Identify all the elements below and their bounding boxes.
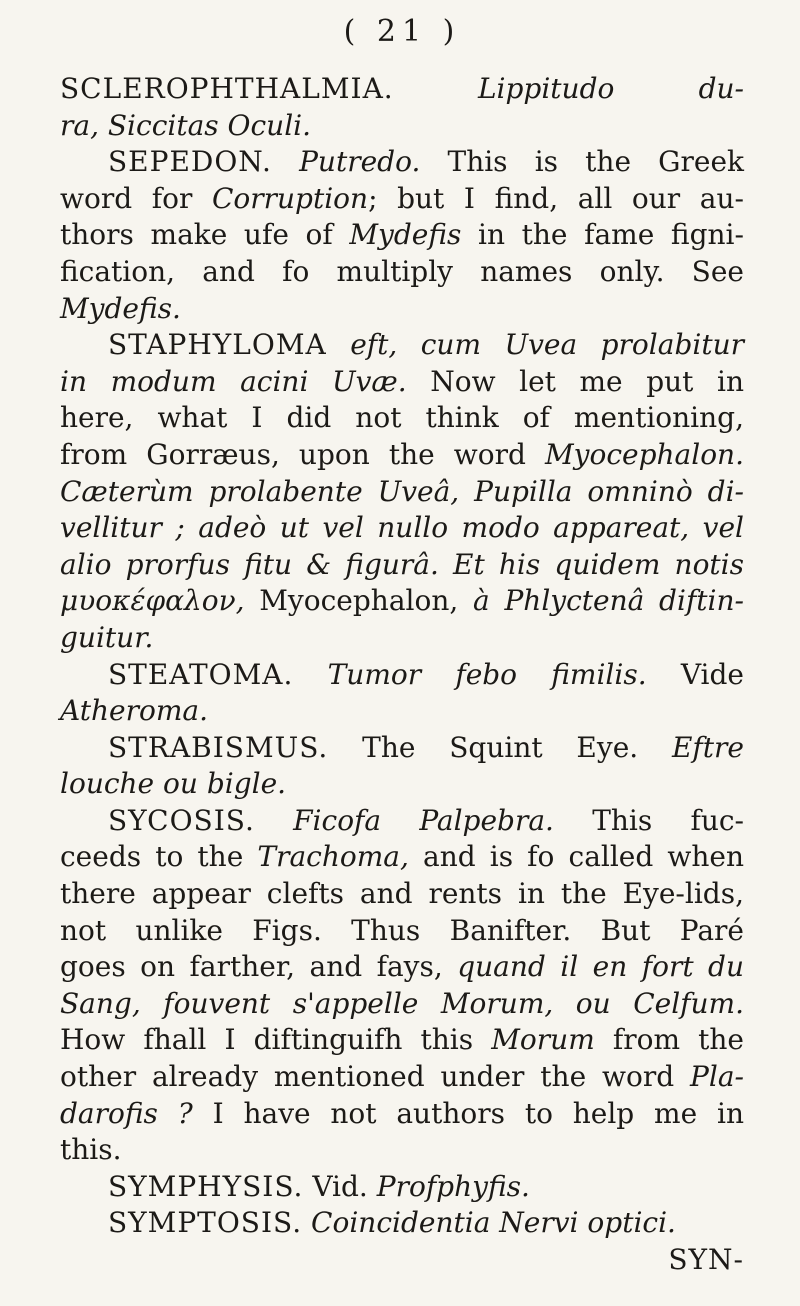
entry-line: alio prorfus fitu & figurâ. Et his quidem notis bbox=[60, 547, 744, 581]
entry-line: SYMPTOSIS. Coincidentia Nervi optici. bbox=[108, 1206, 676, 1240]
entry-line: SEPEDON. Putredo. This is the Greek bbox=[108, 145, 745, 179]
entry-line: this. bbox=[60, 1133, 122, 1167]
entry-line: STAPHYLOMA eft, cum Uvea prolabitur bbox=[108, 328, 744, 362]
entry-line: Sang, fouvent s'appelle Morum, ou Celfum. bbox=[60, 986, 744, 1020]
entry-line: Cæterùm prolabente Uveâ, Pupilla omninò di- bbox=[60, 474, 744, 508]
entry-head: SYCOSIS. bbox=[108, 803, 255, 837]
entry-line: How fhall I diftinguifh this Morum from the bbox=[60, 1023, 744, 1057]
entry-line: there appear clefts and rents in the Eye-lids, bbox=[60, 877, 744, 911]
entry-head: STAPHYLOMA bbox=[108, 328, 327, 362]
entry-head: SCLEROPHTHALMIA. bbox=[60, 72, 394, 105]
catchword: SYN- bbox=[668, 1243, 744, 1276]
entry-line: ceeds to the Trachoma, and is fo called when bbox=[60, 840, 744, 874]
entry-head: SYMPHYSIS. bbox=[108, 1169, 304, 1203]
entry-line: not unlike Figs. Thus Banifter. But Paré bbox=[60, 913, 744, 947]
entry-line: Mydefis. bbox=[60, 291, 181, 325]
entry-line: μυοκέφαλον, Myocephalon, à Phlyctenâ diftin- bbox=[60, 584, 745, 618]
entry-line: ra, Siccitas Oculi. bbox=[60, 108, 312, 142]
page bbox=[60, 0, 744, 1306]
entry-line: STEATOMA. Tumor febo fimilis. Vide bbox=[108, 657, 744, 691]
entry-head: SEPEDON. bbox=[108, 145, 272, 179]
entry-line: word for Corruption; but I find, all our au- bbox=[60, 181, 744, 215]
entry-head: STRABISMUS. bbox=[108, 730, 329, 764]
text-block bbox=[60, 71, 744, 1279]
entry-head: STEATOMA. bbox=[108, 657, 294, 691]
entry-line: louche ou bigle. bbox=[60, 767, 287, 801]
entry-line: here, what I did not think of mentioning, bbox=[60, 401, 744, 435]
entry-line: SCLEROPHTHALMIA. Lippitudo du- bbox=[60, 72, 744, 105]
entry-line: guitur. bbox=[60, 620, 154, 654]
entry-line: from Gorræus, upon the word Myocephalon. bbox=[60, 437, 744, 471]
entry-line: other already mentioned under the word Pla- bbox=[60, 1060, 744, 1094]
entry-line: Atheroma. bbox=[60, 694, 208, 728]
entry-line: STRABISMUS. The Squint Eye. Eftre bbox=[108, 730, 744, 764]
entry-head: SYMPTOSIS. bbox=[108, 1206, 303, 1240]
entry-line: SYMPHYSIS. Vid. Profphyfis. bbox=[108, 1169, 530, 1203]
entry-line: thors make ufe of Mydefis in the fame figni- bbox=[60, 218, 744, 252]
entry-line: fication, and fo multiply names only. See bbox=[60, 254, 744, 288]
entry-line: darofis ? I have not authors to help me in bbox=[60, 1096, 744, 1130]
entry-line: vellitur ; adeò ut vel nullo modo appareat, vel bbox=[60, 511, 744, 545]
entry-line: in modum acini Uvæ. Now let me put in bbox=[60, 364, 744, 398]
entry-line: SYCOSIS. Ficofa Palpebra. This fuc- bbox=[108, 803, 744, 837]
page-number: ( 21 ) bbox=[343, 14, 461, 49]
entry-line: goes on farther, and fays, quand il en fort du bbox=[60, 950, 744, 984]
